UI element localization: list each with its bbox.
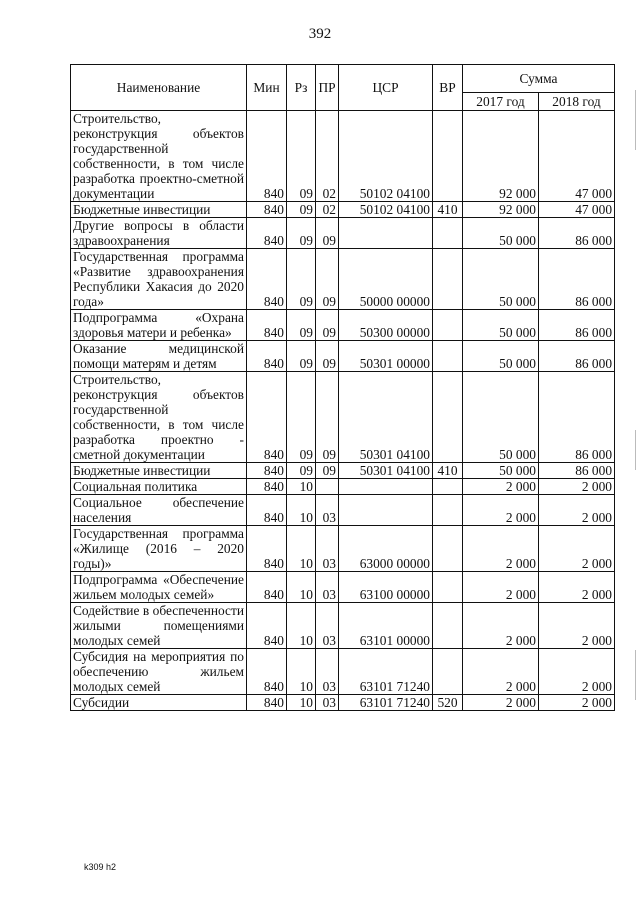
row-rz: 10 <box>287 603 316 649</box>
row-vr <box>433 218 463 249</box>
row-sum-2018: 47 000 <box>539 111 615 202</box>
row-csr <box>339 218 433 249</box>
row-vr <box>433 341 463 372</box>
page-number: 392 <box>308 26 332 42</box>
row-csr: 50301 00000 <box>339 341 433 372</box>
header-name: Наименование <box>71 65 247 111</box>
row-sum-2017: 50 000 <box>463 341 539 372</box>
row-rz: 09 <box>287 372 316 463</box>
row-min: 840 <box>247 310 287 341</box>
row-csr: 50301 04100 <box>339 372 433 463</box>
row-name: Субсидия на мероприятия по обеспечению жильем молодых семей <box>71 649 247 695</box>
row-min: 840 <box>247 695 287 711</box>
row-rz: 10 <box>287 479 316 495</box>
row-vr <box>433 572 463 603</box>
row-min: 840 <box>247 202 287 218</box>
row-min: 840 <box>247 649 287 695</box>
scan-edge-mark <box>635 430 636 470</box>
row-rz: 10 <box>287 495 316 526</box>
row-rz: 09 <box>287 218 316 249</box>
row-name: Содействие в обеспеченности жилыми помещениями молодых семей <box>71 603 247 649</box>
row-rz: 10 <box>287 526 316 572</box>
row-min: 840 <box>247 603 287 649</box>
row-pr: 03 <box>316 495 339 526</box>
row-csr <box>339 495 433 526</box>
header-sum: Сумма <box>463 65 615 93</box>
row-vr <box>433 479 463 495</box>
row-sum-2017: 2 000 <box>463 695 539 711</box>
row-name: Оказание медицинской помощи матерям и детям <box>71 341 247 372</box>
row-csr: 63101 00000 <box>339 603 433 649</box>
header-csr: ЦСР <box>339 65 433 111</box>
row-sum-2018: 86 000 <box>539 218 615 249</box>
row-sum-2018: 2 000 <box>539 479 615 495</box>
row-sum-2018: 2 000 <box>539 495 615 526</box>
row-min: 840 <box>247 218 287 249</box>
row-rz: 09 <box>287 341 316 372</box>
row-sum-2017: 92 000 <box>463 202 539 218</box>
row-sum-2018: 86 000 <box>539 310 615 341</box>
scan-edge-mark <box>635 650 636 700</box>
row-min: 840 <box>247 249 287 310</box>
row-rz: 09 <box>287 202 316 218</box>
row-min: 840 <box>247 111 287 202</box>
row-rz: 09 <box>287 249 316 310</box>
row-sum-2018: 2 000 <box>539 603 615 649</box>
row-name: Бюджетные инвестиции <box>71 463 247 479</box>
row-sum-2017: 50 000 <box>463 310 539 341</box>
row-vr <box>433 249 463 310</box>
row-vr: 410 <box>433 202 463 218</box>
header-pr: ПР <box>316 65 339 111</box>
row-pr: 09 <box>316 372 339 463</box>
row-vr <box>433 526 463 572</box>
table-row <box>71 111 615 202</box>
row-sum-2018: 2 000 <box>539 649 615 695</box>
header-min: Мин <box>247 65 287 111</box>
row-name: Строительство, реконструкция объектов государственной собственности, в том числе разработка проектно-сметной документации <box>71 111 247 202</box>
row-sum-2017: 92 000 <box>463 111 539 202</box>
row-rz: 09 <box>287 310 316 341</box>
row-name: Субсидии <box>71 695 247 711</box>
row-vr <box>433 310 463 341</box>
header-vr: ВР <box>433 65 463 111</box>
table-row <box>71 372 615 463</box>
row-sum-2017: 50 000 <box>463 218 539 249</box>
row-sum-2017: 2 000 <box>463 479 539 495</box>
row-pr: 09 <box>316 341 339 372</box>
table-row <box>71 526 615 572</box>
header-year-2018: 2018 год <box>539 93 615 111</box>
row-min: 840 <box>247 495 287 526</box>
row-pr <box>316 479 339 495</box>
row-pr: 03 <box>316 649 339 695</box>
row-vr <box>433 603 463 649</box>
row-vr: 520 <box>433 695 463 711</box>
row-sum-2018: 86 000 <box>539 249 615 310</box>
header-rz: Рз <box>287 65 316 111</box>
row-sum-2017: 50 000 <box>463 463 539 479</box>
row-pr: 09 <box>316 218 339 249</box>
scan-edge-mark <box>635 90 636 150</box>
row-name: Строительство, реконструкция объектов государственной собственности, в том числе разработка проектно - сметной документации <box>71 372 247 463</box>
header-year-2017: 2017 год <box>463 93 539 111</box>
table-row <box>71 463 615 479</box>
row-pr: 03 <box>316 526 339 572</box>
row-vr <box>433 111 463 202</box>
row-sum-2017: 2 000 <box>463 495 539 526</box>
row-csr: 63101 71240 <box>339 649 433 695</box>
table-row <box>71 572 615 603</box>
table-body <box>71 111 615 711</box>
row-pr: 03 <box>316 572 339 603</box>
row-csr: 50301 04100 <box>339 463 433 479</box>
row-csr: 50300 00000 <box>339 310 433 341</box>
row-rz: 10 <box>287 695 316 711</box>
row-pr: 03 <box>316 695 339 711</box>
row-min: 840 <box>247 372 287 463</box>
row-min: 840 <box>247 479 287 495</box>
table-row <box>71 202 615 218</box>
row-rz: 09 <box>287 111 316 202</box>
footer-code: k309 h2 <box>84 862 117 872</box>
row-name: Подпрограмма «Обеспечение жильем молодых семей» <box>71 572 247 603</box>
row-rz: 09 <box>287 463 316 479</box>
table-row <box>71 695 615 711</box>
row-min: 840 <box>247 526 287 572</box>
row-sum-2018: 86 000 <box>539 341 615 372</box>
row-sum-2017: 2 000 <box>463 526 539 572</box>
row-min: 840 <box>247 572 287 603</box>
row-vr: 410 <box>433 463 463 479</box>
row-vr <box>433 649 463 695</box>
table-row <box>71 495 615 526</box>
row-csr: 63101 71240 <box>339 695 433 711</box>
table-row <box>71 341 615 372</box>
row-csr: 50102 04100 <box>339 111 433 202</box>
row-min: 840 <box>247 463 287 479</box>
row-csr: 50102 04100 <box>339 202 433 218</box>
table-row <box>71 603 615 649</box>
row-min: 840 <box>247 341 287 372</box>
row-name: Государственная программа «Жилище (2016 – 2020 годы)» <box>71 526 247 572</box>
row-csr: 63000 00000 <box>339 526 433 572</box>
table-row <box>71 479 615 495</box>
table-row <box>71 649 615 695</box>
row-rz: 10 <box>287 649 316 695</box>
row-sum-2017: 50 000 <box>463 372 539 463</box>
row-pr: 09 <box>316 310 339 341</box>
row-sum-2018: 2 000 <box>539 695 615 711</box>
row-sum-2017: 50 000 <box>463 249 539 310</box>
row-sum-2018: 47 000 <box>539 202 615 218</box>
row-rz: 10 <box>287 572 316 603</box>
row-sum-2017: 2 000 <box>463 572 539 603</box>
row-sum-2017: 2 000 <box>463 603 539 649</box>
row-sum-2018: 2 000 <box>539 526 615 572</box>
row-name: Социальная политика <box>71 479 247 495</box>
table-row <box>71 218 615 249</box>
row-csr: 63100 00000 <box>339 572 433 603</box>
row-pr: 02 <box>316 111 339 202</box>
row-name: Бюджетные инвестиции <box>71 202 247 218</box>
row-sum-2018: 86 000 <box>539 463 615 479</box>
row-csr <box>339 479 433 495</box>
row-csr: 50000 00000 <box>339 249 433 310</box>
budget-table <box>70 64 615 711</box>
row-vr <box>433 372 463 463</box>
row-sum-2018: 86 000 <box>539 372 615 463</box>
row-pr: 02 <box>316 202 339 218</box>
row-vr <box>433 495 463 526</box>
row-pr: 09 <box>316 249 339 310</box>
row-name: Подпрограмма «Охрана здоровья матери и ребенка» <box>71 310 247 341</box>
row-sum-2018: 2 000 <box>539 572 615 603</box>
row-name: Государственная программа «Развитие здравоохранения Республики Хакасия до 2020 года» <box>71 249 247 310</box>
row-name: Другие вопросы в области здравоохранения <box>71 218 247 249</box>
row-name: Социальное обеспечение населения <box>71 495 247 526</box>
row-pr: 09 <box>316 463 339 479</box>
row-sum-2017: 2 000 <box>463 649 539 695</box>
table-row <box>71 249 615 310</box>
row-pr: 03 <box>316 603 339 649</box>
table-row <box>71 310 615 341</box>
